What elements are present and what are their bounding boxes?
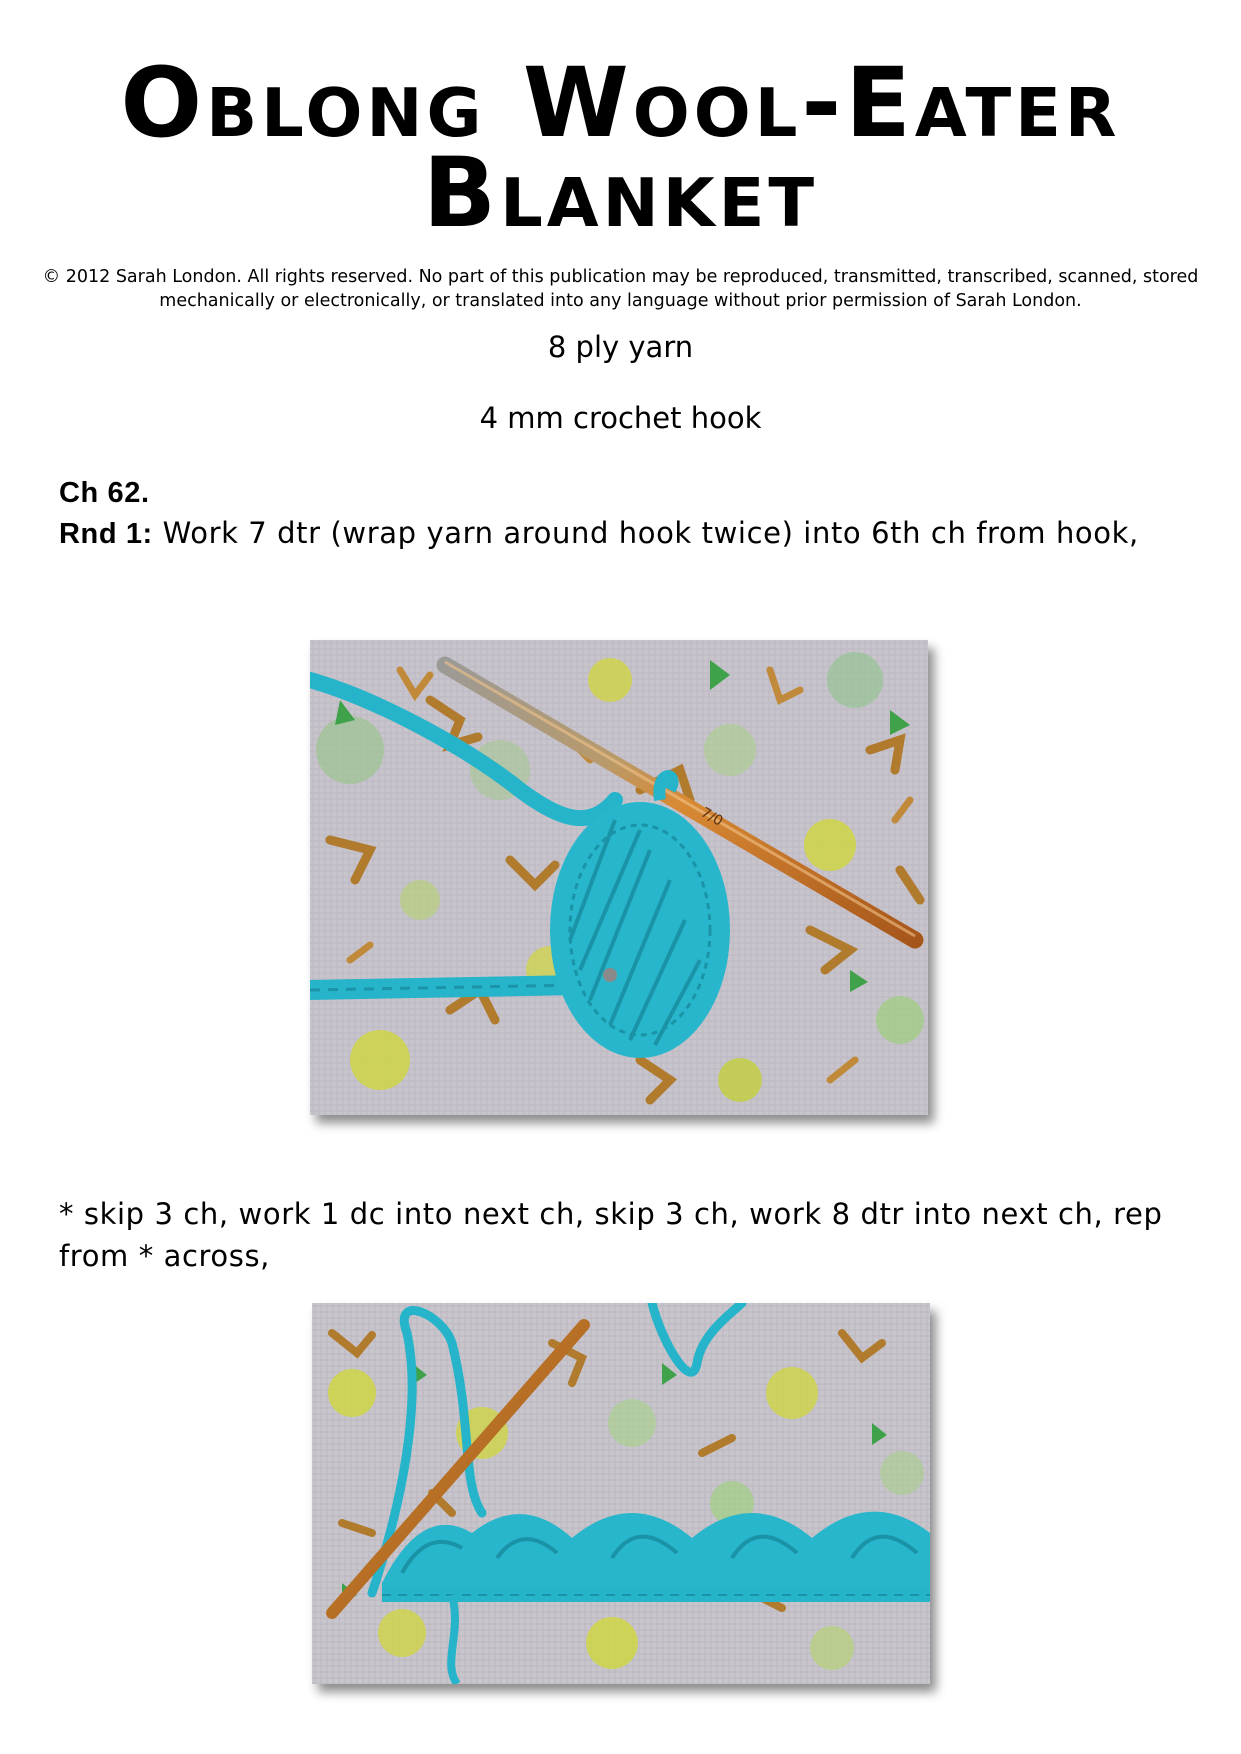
document-title bbox=[0, 47, 1241, 249]
hook-size-marking: 7/0 bbox=[698, 804, 726, 830]
instruction-chain: Ch 62. bbox=[59, 477, 150, 509]
copyright-notice: © 2012 Sarah London. All rights reserved. No part of this publication may be reproduced, transmitted, transcribed, scanned, stored mechanically or electronically, or translated into any language without prior permission of Sarah London. bbox=[42, 267, 1199, 311]
photo-first-row bbox=[312, 1303, 930, 1684]
round-1-text: Work 7 dtr (wrap yarn around hook twice) into 6th ch from hook, bbox=[152, 516, 1139, 550]
materials-hook: 4 mm crochet hook bbox=[479, 401, 762, 435]
photo-1-illustration bbox=[310, 640, 928, 1115]
photo-2-illustration bbox=[312, 1303, 930, 1684]
instruction-repeat: * skip 3 ch, work 1 dc into next ch, skip 3 ch, work 8 dtr into next ch, rep from * across, bbox=[59, 1197, 1163, 1273]
instruction-round-1 bbox=[59, 512, 1189, 555]
title-line-1: Oblong Wool-Eater bbox=[120, 47, 1121, 159]
materials-yarn: 8 ply yarn bbox=[547, 330, 694, 364]
title-line-2: Blanket bbox=[422, 137, 819, 249]
photo-round-1-start bbox=[310, 640, 928, 1115]
round-1-label: Rnd 1: bbox=[59, 518, 153, 550]
